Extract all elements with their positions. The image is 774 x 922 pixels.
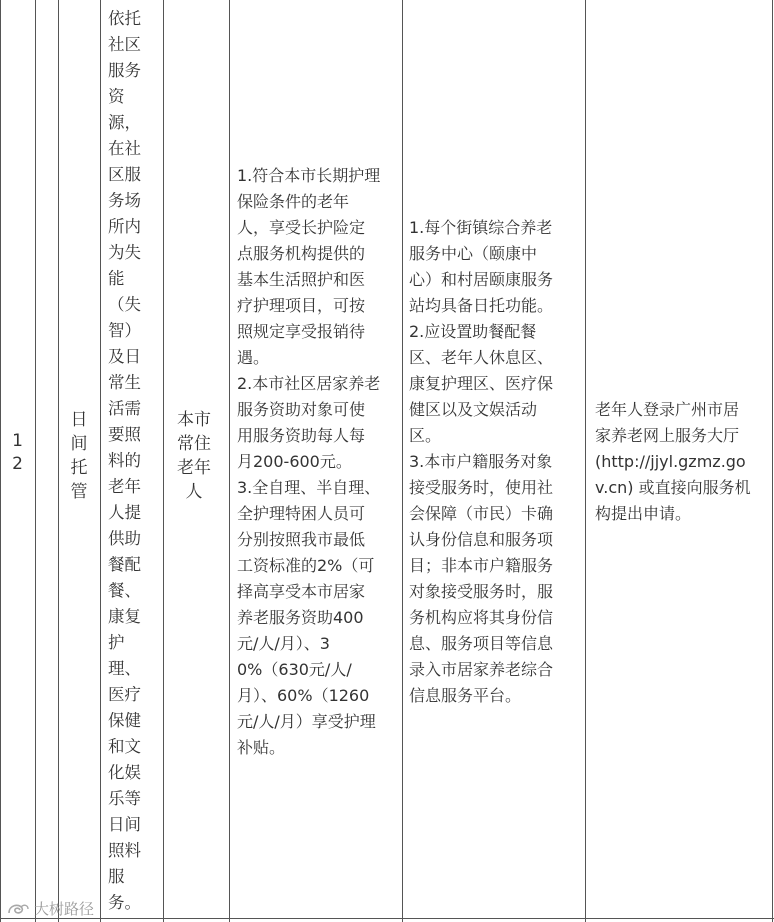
application-method: 老年人登录广州市居 家养老网上服务大厅 (http://jjyl.gzmz.go v.cn) 或直接向服务机 构提出申请。 <box>595 400 751 523</box>
column-divider <box>58 0 59 922</box>
table-border-right <box>772 0 773 922</box>
column-divider <box>35 0 36 922</box>
service-requirements: 1.每个街镇综合养老 服务中心（颐康中 心）和村居颐康服务 站均具备日托功能。 2.应设置助餐配餐 区、老年人休息区、 康复护理区、医疗保 健区以及文娱活动 区。 3.本市户籍服务对象 接受服务时，使用社 会保障（市民）卡确 认身份信息和服务项 目；非本市户籍服务 对象接受服务时，服 务机构应将其身份信 息、服务项目等信息 录入市居家养老综合 信息服务平台。 <box>409 218 554 705</box>
target-group: 本市 常住 老年 人 <box>177 410 211 502</box>
watermark-text: 大树路径 <box>34 900 95 918</box>
row-number: 1 2 <box>12 431 23 474</box>
logo-swirl-icon <box>6 901 30 917</box>
column-divider <box>100 0 101 922</box>
row-divider <box>0 918 774 919</box>
service-content: 依托 社区 服务 资 源， 在社 区服 务场 所内 为失 能 （失 智） 及日 常生 活需 要照 料的 老年 人提 供助 餐配 餐、 康复 护 理、 医疗 保健 和文 化娱 乐等 日间 照料 服 务。 <box>108 9 141 912</box>
column-divider <box>229 0 230 922</box>
service-type: 日 间 托 管 <box>70 410 88 502</box>
support-policy: 1.符合本市长期护理 保险条件的老年 人，享受长护险定 点服务机构提供的 基本生活照护和医 疗护理项目，可按 照规定享受报销待 遇。 2.本市社区居家养老 服务资助对象可使 用服务资助每人每 月200-600元。 3.全自理、半自理、 全护理特困人员可 分别按照我市最低 工资标准的2%（可 择高享受本市居家 养老服务资助400 元/人/月）、3 0%（630元/人/ 月）、60%（1260 元/人/月）享受护理 补贴。 <box>237 166 381 757</box>
column-divider <box>402 0 403 922</box>
column-divider <box>585 0 586 922</box>
column-divider <box>163 0 164 922</box>
watermark <box>6 898 94 919</box>
